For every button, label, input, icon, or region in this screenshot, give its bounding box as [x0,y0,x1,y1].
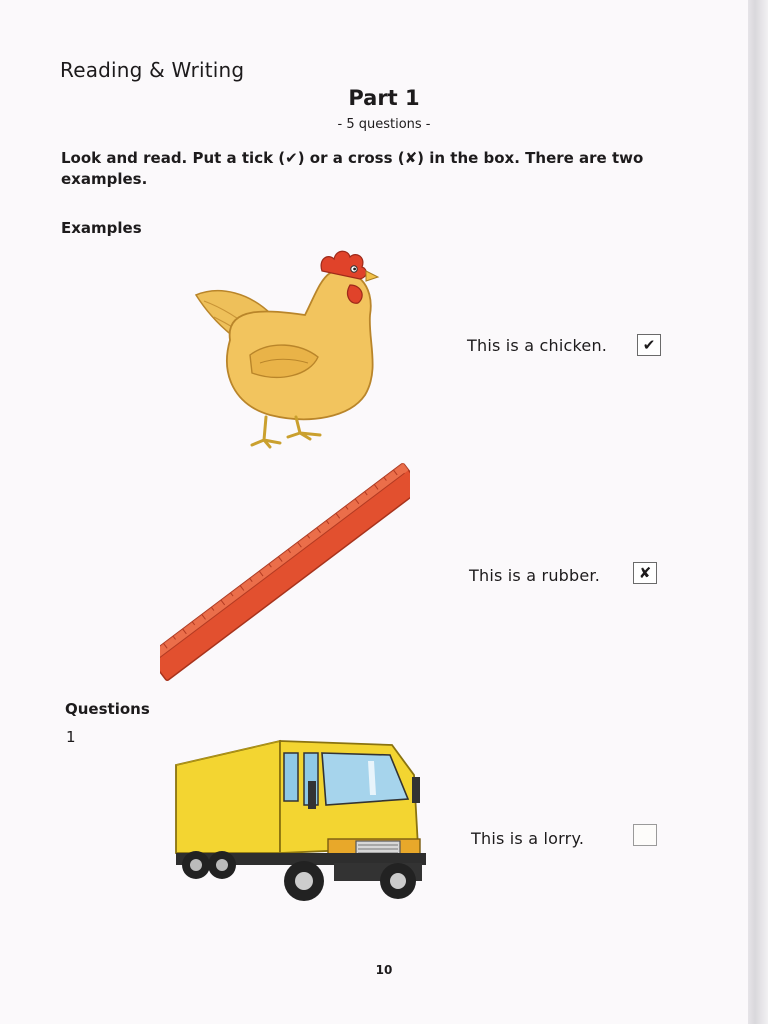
part-title: Part 1 [348,86,420,110]
question-1-number: 1 [66,728,76,746]
examples-label: Examples [61,219,142,237]
question-1-sentence: This is a lorry. [471,829,585,848]
chicken-illustration [190,245,390,455]
part-subtitle: - 5 questions - [337,117,431,132]
example-2-sentence: This is a rubber. [469,566,601,585]
lorry-illustration [172,735,432,910]
section-title: Reading & Writing [60,58,245,82]
example-1-sentence: This is a chicken. [467,336,608,355]
page-edge [748,0,768,1024]
ruler-illustration [160,462,410,682]
cross-mark: ✘ [638,563,652,582]
question-1-answer-box[interactable] [633,824,657,846]
instructions: Look and read. Put a tick (✔) or a cross (✘) in the box. There are two examples. [61,149,644,188]
example-1-answer-box [637,334,661,356]
page-number: 10 [375,963,393,977]
example-2-answer-box [633,562,657,584]
questions-label: Questions [65,700,150,718]
tick-mark: ✔ [642,335,656,354]
